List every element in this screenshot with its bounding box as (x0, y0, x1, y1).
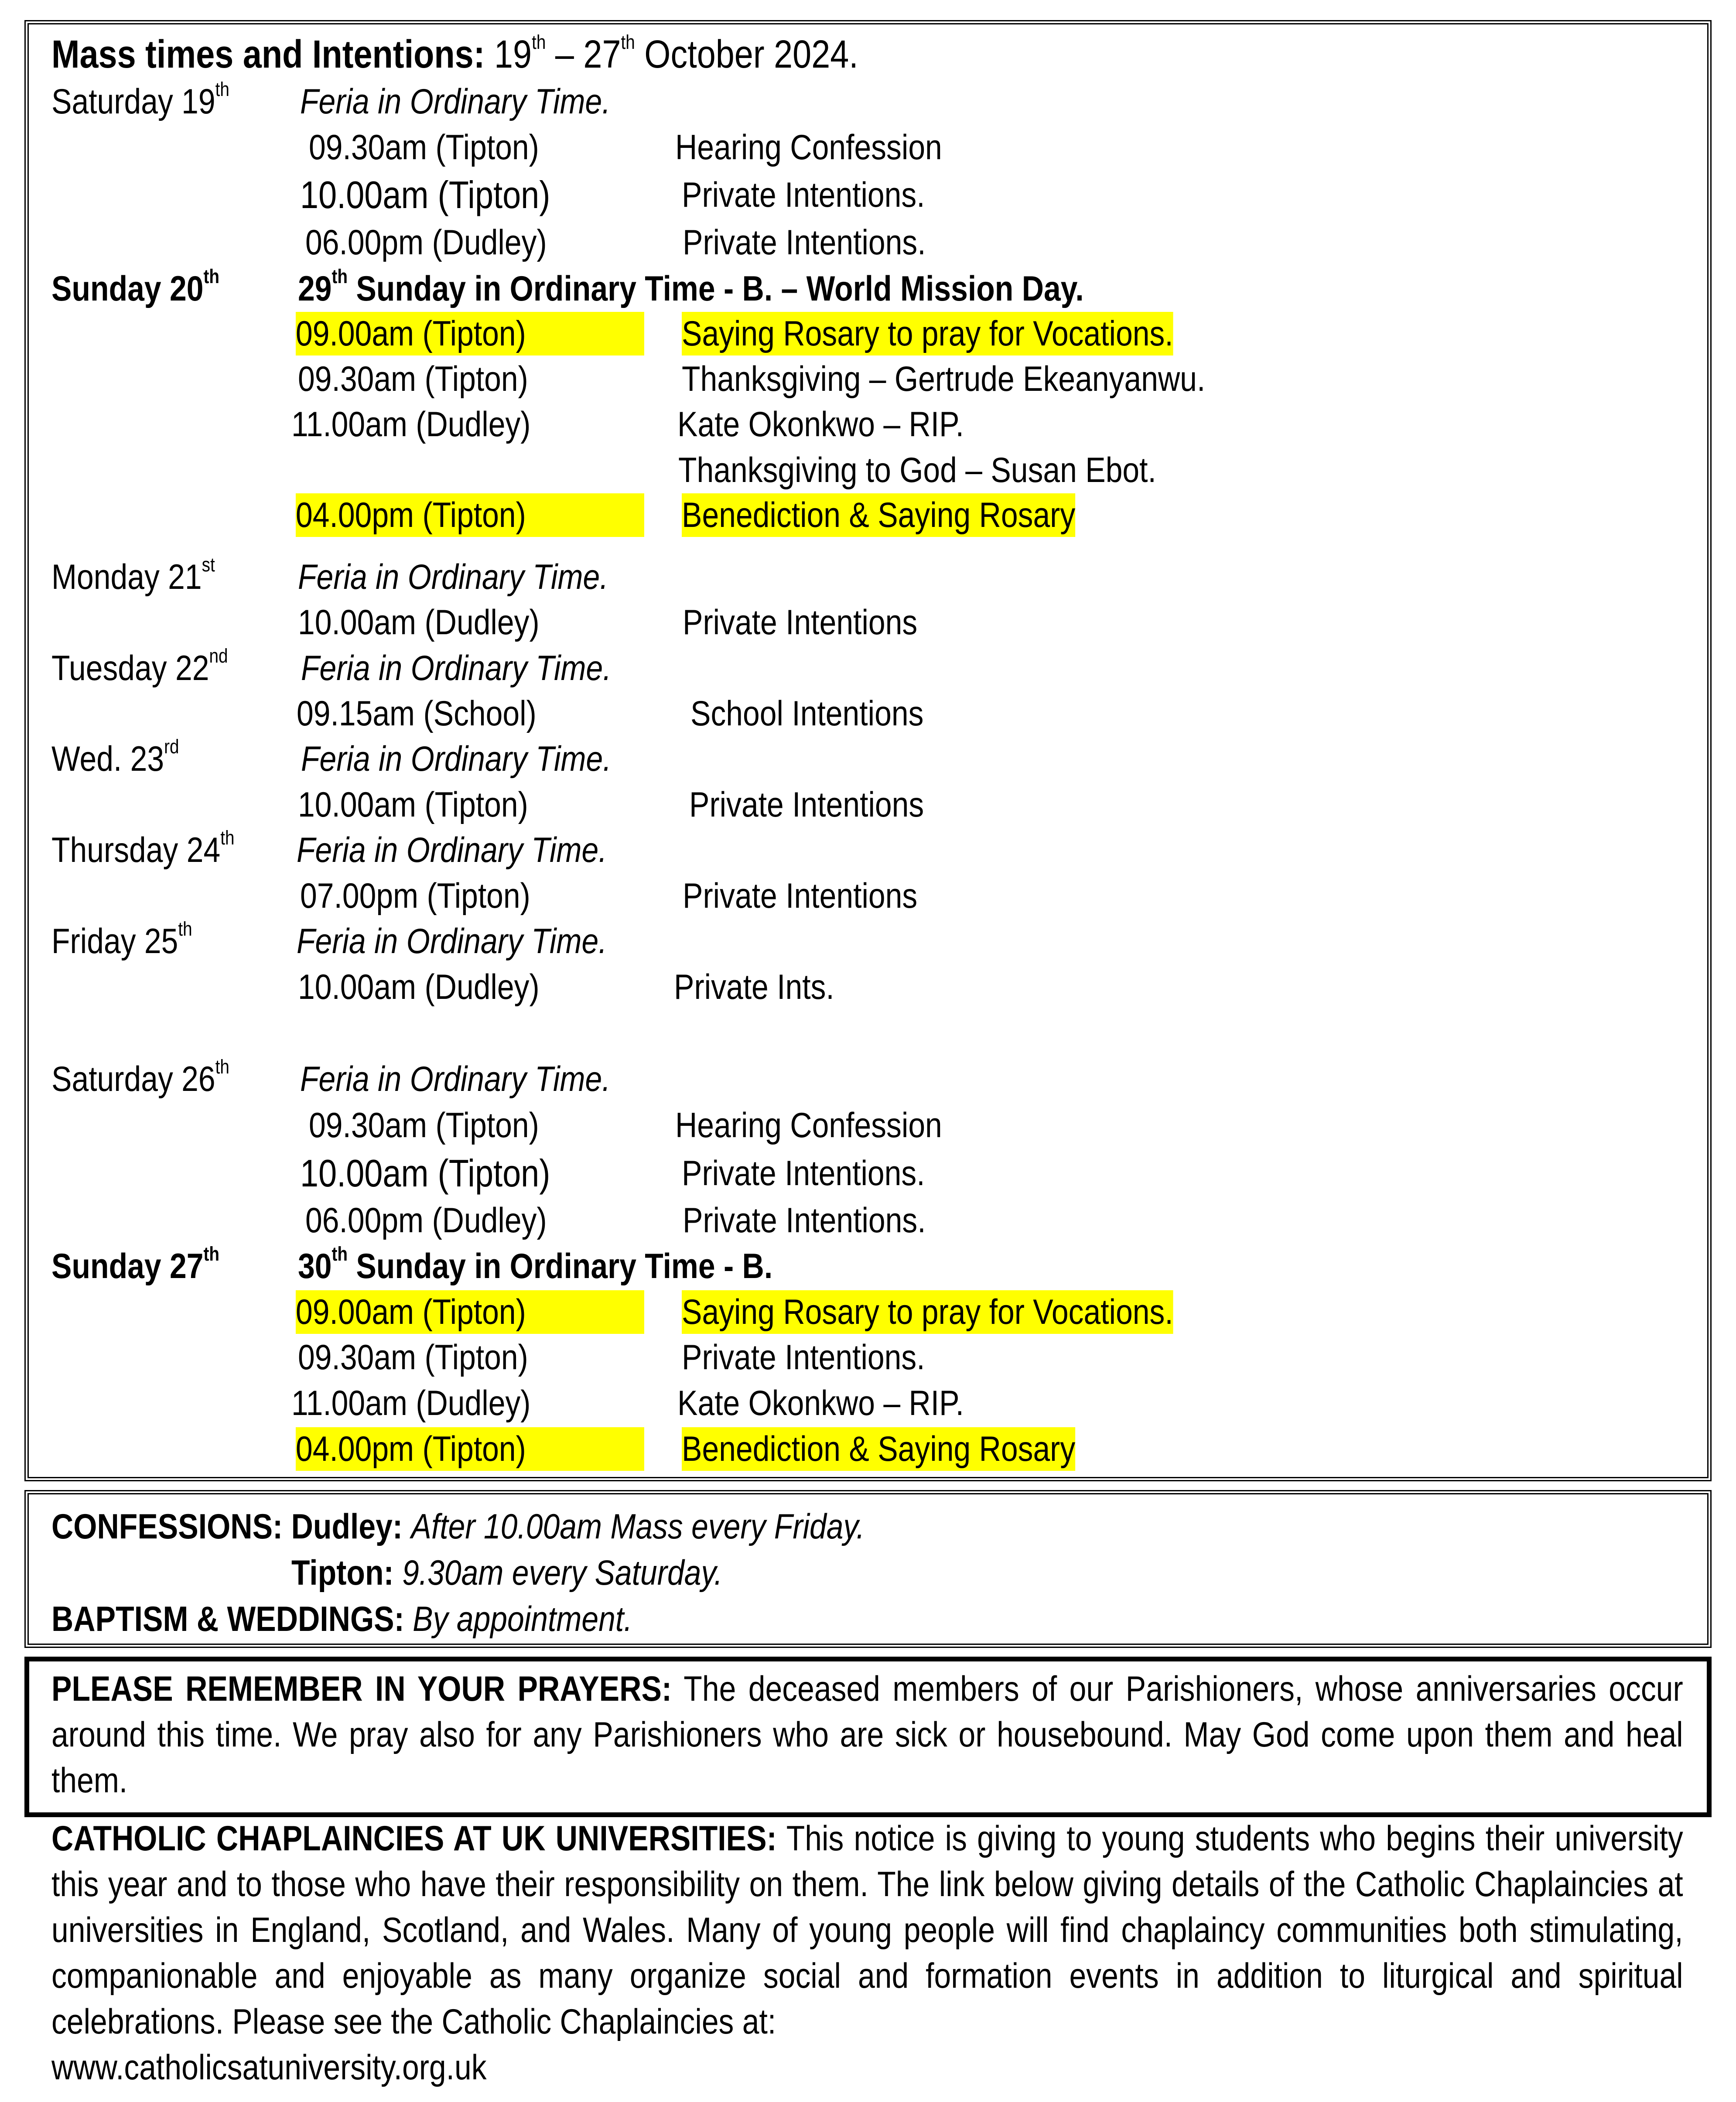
heading-pre: 29 (298, 269, 332, 308)
heading-text: Sunday in Ordinary Time - B. (348, 1247, 773, 1286)
prayers-label: PLEASE REMEMBER IN YOUR PRAYERS: (51, 1669, 672, 1709)
day-heading-wed23 (301, 737, 662, 781)
mass-intention: Thanksgiving to God – Susan Ebot. (678, 451, 1156, 490)
mass-intention: Private Intentions. (682, 1154, 925, 1193)
baptism-label: BAPTISM & WEDDINGS: (51, 1600, 404, 1639)
day-label-sup: rd (164, 735, 179, 758)
day-label-text: Wed. 23 (51, 739, 164, 779)
mass-times-title (51, 33, 990, 76)
day-label-sup: th (178, 918, 192, 940)
mass-date-rest: October 2024. (635, 33, 858, 76)
day-label-text: Monday 21 (51, 557, 202, 597)
mass-time: 09.30am (Tipton) (309, 1106, 539, 1145)
day-heading-text: Feria in Ordinary Time. (297, 831, 607, 870)
heading-sup: th (331, 265, 348, 287)
day-heading-sun27 (298, 1244, 850, 1288)
mass-time: 09.00am (Tipton) (296, 312, 701, 355)
mass-time: 04.00pm (Tipton) (296, 1427, 701, 1471)
mass-time: 10.00am (Dudley) (298, 603, 540, 642)
day-label-text: Saturday 19 (51, 82, 215, 121)
day-label-text: Sunday 27 (51, 1247, 204, 1286)
day-label-tue22 (51, 646, 256, 690)
day-heading-sat26 (300, 1057, 661, 1101)
chaplaincy-text: This notice is giving to young students who begins their university this year and to those who have their responsibility on them. The link below giving details of the Catholic Chaplaincies at universities in England, Scotland, and Wales. Many of young people will find chaplaincy communities both stimulating, companionable and enjoyable as many organize social and formation events in addition to liturgical and spiritual celebrations. Please see the Catholic Chaplaincies at: (51, 1819, 1683, 2041)
mass-title-label: Mass times and Intentions: (51, 33, 485, 76)
day-label-text: Saturday 26 (51, 1060, 215, 1099)
mass-time: 10.00am (Tipton) (300, 1152, 550, 1195)
day-heading-text: Feria in Ordinary Time. (297, 922, 607, 961)
mass-intention: Kate Okonkwo – RIP. (677, 1384, 964, 1423)
day-label-sup: th (203, 1243, 219, 1265)
mass-intention: Private Intentions. (682, 1338, 925, 1377)
mass-time: 04.00pm (Tipton) (296, 493, 701, 537)
heading-pre: 30 (298, 1247, 332, 1286)
baptism-weddings (51, 1597, 727, 1641)
day-label-wed23 (51, 737, 200, 781)
confessions-label: CONFESSIONS: (51, 1507, 283, 1546)
mass-time: 11.00am (Dudley) (291, 1384, 531, 1423)
mass-time: 09.30am (Tipton) (309, 128, 539, 167)
mass-intention: Hearing Confession (675, 1106, 942, 1145)
day-label-text: Tuesday 22 (51, 649, 209, 688)
day-heading-tue22 (301, 646, 662, 690)
day-label-text: Friday 25 (51, 922, 178, 961)
day-label-sup: th (215, 1056, 229, 1078)
mass-intention: Benediction & Saying Rosary (682, 493, 1139, 537)
mass-time: 09.30am (Tipton) (298, 1338, 528, 1377)
day-heading-text: Feria in Ordinary Time. (301, 739, 612, 779)
baptism-text: By appointment. (413, 1600, 632, 1639)
day-heading-mon21 (298, 555, 659, 599)
chaplaincy-label: CATHOLIC CHAPLAINCIES AT UK UNIVERSITIES: (51, 1819, 777, 1858)
mass-intention: Benediction & Saying Rosary (682, 1427, 1139, 1471)
mass-intention: Kate Okonkwo – RIP. (677, 405, 964, 444)
day-heading-text: Feria in Ordinary Time. (301, 649, 612, 688)
day-label-thu24 (51, 828, 264, 872)
mass-date-d1: 19 (494, 33, 532, 76)
mass-time: 09.00am (Tipton) (296, 1290, 701, 1334)
day-heading-text: Feria in Ordinary Time. (300, 1060, 611, 1099)
day-heading-fri25 (297, 919, 657, 963)
mass-intention: Private Intentions (689, 785, 924, 824)
day-heading-sat19 (300, 80, 661, 123)
mass-date-sep: – 27 (546, 33, 621, 76)
prayers-paragraph (51, 1666, 1683, 1804)
dudley-text: After 10.00am Mass every Friday. (411, 1507, 865, 1546)
mass-intention: School Intentions (690, 694, 924, 733)
mass-time: 10.00am (Dudley) (298, 967, 540, 1007)
mass-intention: Private Intentions. (683, 223, 926, 262)
day-label-sup: th (203, 265, 219, 287)
mass-time: 09.15am (School) (297, 694, 537, 733)
day-label-sup: th (220, 827, 235, 849)
day-label-fri25 (51, 919, 215, 963)
heading-text: Sunday in Ordinary Time - B. – World Mission Day. (348, 269, 1084, 308)
mass-time: 11.00am (Dudley) (291, 405, 531, 444)
mass-intention: Saying Rosary to pray for Vocations. (682, 1290, 1253, 1334)
mass-intention: Hearing Confession (675, 128, 942, 167)
mass-time: 07.00pm (Tipton) (300, 876, 530, 916)
day-heading-text: Feria in Ordinary Time. (300, 82, 611, 121)
day-label-sat19 (51, 80, 258, 123)
mass-date-sup2: th (621, 31, 635, 53)
mass-intention: Private Intentions. (683, 1201, 926, 1240)
confessions-dudley (51, 1505, 997, 1548)
day-label-text: Thursday 24 (51, 831, 221, 870)
mass-time: 06.00pm (Dudley) (305, 223, 547, 262)
day-heading-sun20 (298, 267, 1212, 311)
day-label-text: Sunday 20 (51, 269, 204, 308)
day-label-mon21 (51, 555, 242, 599)
prayers-text: The deceased members of our Parishioners, whose anniversaries occur around this time. We pray also for any Parishioners who are sick or housebound. May God come upon them and heal them. (51, 1669, 1683, 1800)
day-label-sup: nd (209, 645, 228, 667)
mass-intention: Private Ints. (674, 967, 834, 1007)
mass-intention: Thanksgiving – Gertrude Ekeanyanwu. (682, 359, 1206, 399)
day-heading-text: Feria in Ordinary Time. (298, 557, 608, 597)
chaplaincy-link[interactable]: www.catholicsatuniversity.org.uk (51, 2048, 487, 2087)
day-label-sun27 (51, 1244, 247, 1288)
mass-date-sup1: th (532, 31, 546, 53)
dudley-label: Dudley: (291, 1507, 403, 1546)
mass-time: 10.00am (Tipton) (298, 785, 528, 824)
day-heading-thu24 (297, 828, 657, 872)
mass-intention: Private Intentions. (682, 175, 925, 215)
mass-intention: Saying Rosary to pray for Vocations. (682, 312, 1253, 355)
mass-time: 06.00pm (Dudley) (305, 1201, 547, 1240)
mass-time: 09.30am (Tipton) (298, 359, 528, 399)
day-label-sup: th (215, 78, 229, 100)
day-label-sat26 (51, 1057, 258, 1101)
mass-time: 10.00am (Tipton) (300, 173, 550, 216)
mass-intention: Private Intentions (683, 603, 918, 642)
day-label-sup: st (202, 554, 215, 576)
confessions-tipton (291, 1551, 793, 1595)
tipton-text: 9.30am every Saturday. (402, 1553, 723, 1593)
day-label-sun20 (51, 267, 247, 311)
heading-sup: th (331, 1243, 348, 1265)
chaplaincy-paragraph (51, 1816, 1683, 2091)
mass-intention: Private Intentions (683, 876, 918, 916)
tipton-label: Tipton: (291, 1553, 394, 1593)
